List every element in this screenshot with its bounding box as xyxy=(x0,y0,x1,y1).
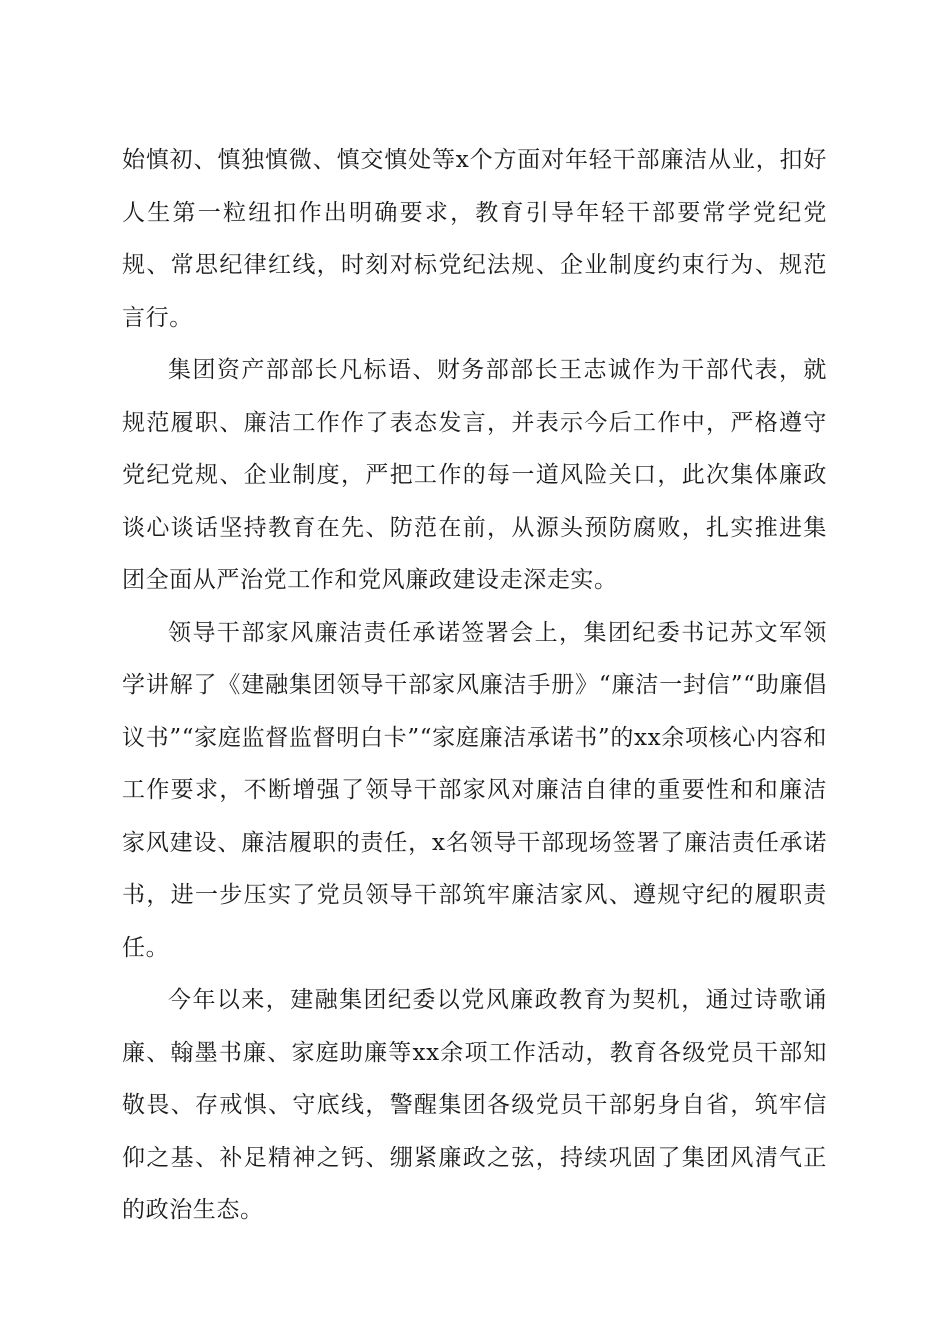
document-body xyxy=(122,134,827,1237)
paragraph-4: 今年以来，建融集团纪委以党风廉政教育为契机，通过诗歌诵廉、翰墨书廉、家庭助廉等xx余项工作活动，教育各级党员干部知敬畏、存戒惧、守底线，警醒集团各级党员干部躬身自省，筑牢信仰之基、补足精神之钙、绷紧廉政之弦，持续巩固了集团风清气正的政治生态。 xyxy=(122,987,827,1223)
paragraph-1: 始慎初、慎独慎微、慎交慎处等x个方面对年轻干部廉洁从业，扣好人生第一粒纽扣作出明确要求，教育引导年轻干部要常学党纪党规、常思纪律红线，时刻对标党纪法规、企业制度约束行为、规范言行。 xyxy=(122,147,827,331)
paragraph-2: 集团资产部部长凡标语、财务部部长王志诚作为干部代表，就规范履职、廉洁工作作了表态发言，并表示今后工作中，严格遵守党纪党规、企业制度，严把工作的每一道风险关口，此次集体廉政谈心谈话坚持教育在先、防范在前，从源头预防腐败，扎实推进集团全面从严治党工作和党风廉政建设走深走实。 xyxy=(122,357,827,593)
paragraph-3: 领导干部家风廉洁责任承诺签署会上，集团纪委书记苏文军领学讲解了《建融集团领导干部家风廉洁手册》“廉洁一封信”“助廉倡议书”“家庭监督监督明白卡”“家庭廉洁承诺书”的xx余项核心内容和工作要求，不断增强了领导干部家风对廉洁自律的重要性和和廉洁家风建设、廉洁履职的责任，x名领导干部现场签署了廉洁责任承诺书，进一步压实了党员领导干部筑牢廉洁家风、遵规守纪的履职责任。 xyxy=(122,619,827,961)
